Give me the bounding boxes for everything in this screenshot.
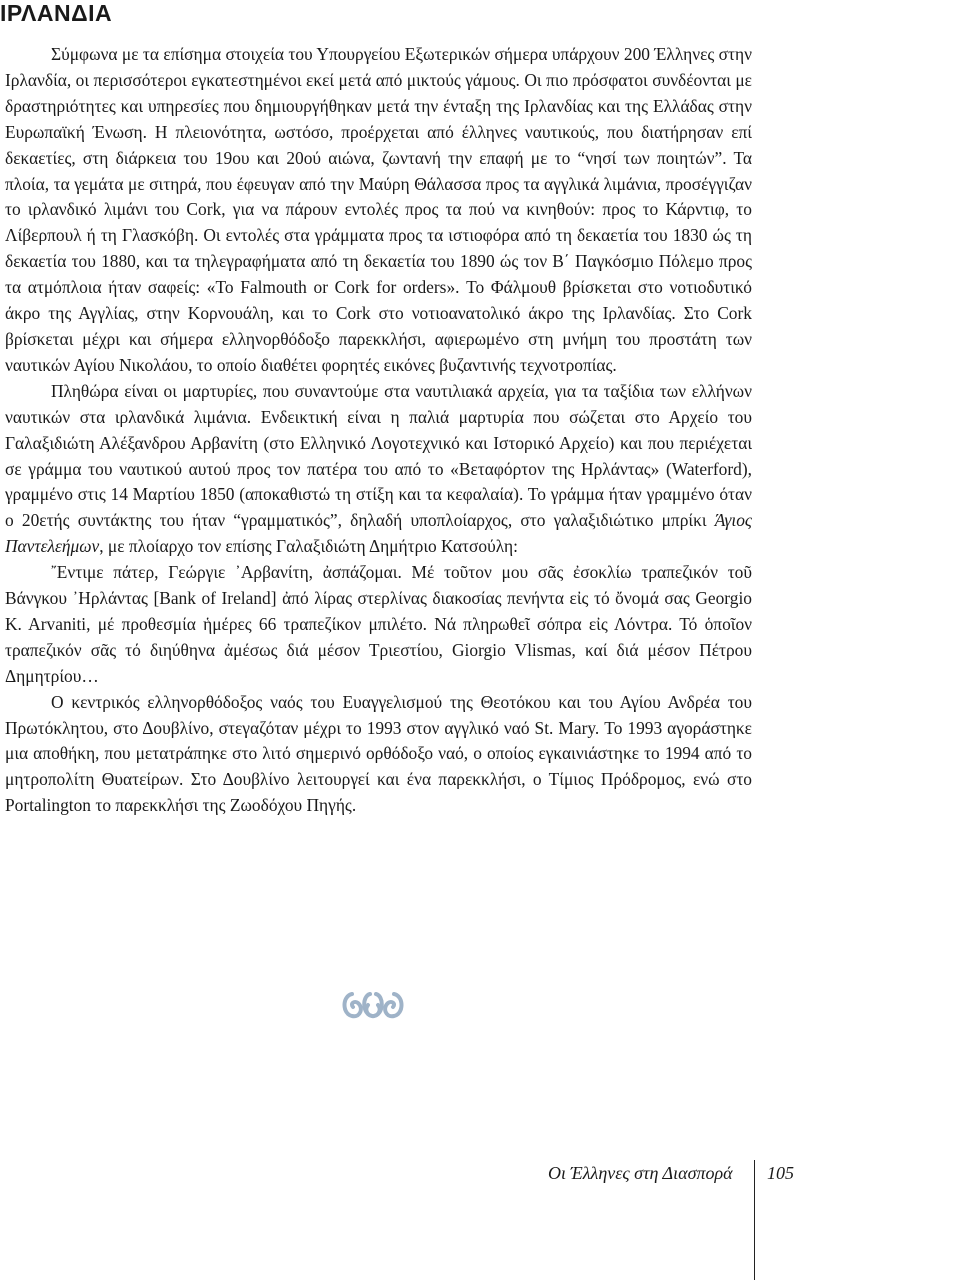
paragraph-2-tail: , με πλοίαρχο τον επίσης Γαλαξιδιώτη Δημήτριο Κατσούλη: bbox=[99, 536, 518, 557]
footer-divider bbox=[754, 1160, 755, 1280]
page-title: ΙΡΛΑΝΔΙΑ bbox=[0, 0, 113, 26]
page-number: 105 bbox=[767, 1163, 794, 1183]
paragraph-1: Σύμφωνα με τα επίσημα στοιχεία του Υπουργείου Εξωτερικών σήμερα υπάρχουν 200 Έλληνες στην Ιρλανδία, οι περισσότεροι εγκατεστημένοι εκεί μετά από μικτούς γάμους. Οι πιο πρόσφατοι συνδέονται με δραστηριότητες και υπηρεσίες που δημιουργήθηκαν μετά την ένταξη της Ιρλανδίας και της Ελλάδας στην Ευρωπαϊκή Ένωση. Η πλειονότητα, ωστόσο, προέρχεται από έλληνες ναυτικούς, που διατήρησαν επί δεκαετίες, στη διάρκεια του 19ου και 20ού αιώνα, ζωντανή την επαφή με το “νησί των ποιητών”. Τα πλοία, τα γεμάτα με σιτηρά, που έφευγαν από την Μαύρη Θάλασσα προς τα αγγλικά λιμάνια, προσέγγιζαν το ιρλανδικό λιμάνι του Cork, για να πάρουν εντολές προς τα πού να κινηθούν: προς το Κάρντιφ, το Λίβερπουλ ή τη Γλασκόβη. Οι εντολές στα γράμματα προς τα ιστιοφόρα από τη δεκαετία του 1830 ώς τη δεκαετία του 1880, και τα τηλεγραφήματα από τη δεκαετία του 1890 ώς τον Β΄ Παγκόσμιο Πόλεμο προς τα ατμόπλοια ήταν σαφείς: «To Falmouth or Cork for orders». Το Φάλμουθ βρίσκεται στο νοτιοδυτικό άκρο της Αγγλίας, στην Κορνουάλη, και το Cork στο νοτιοανατολικό άκρο της Ιρλανδίας. Στο Cork βρίσκεται μέχρι και σήμερα ελληνορθόδοξο παρεκκλήσι, αφιερωμένο στη μνήμη του προστάτη των ναυτικών Αγίου Νικολάου, το οποίο διαθέτει φορητές εικόνες βυζαντινής τεχνοτροπίας. bbox=[5, 44, 752, 375]
letter-quote: ῎Εντιμε πάτερ, Γεώργιε ᾿Αρβανίτη, ἀσπάζομαι. Μέ τοῦτον μου σᾶς ἐσοκλίω τραπεζικόν τοῦ Βάνγκου ᾿Ηρλάντας [Bank of Ireland] ἀπό λίρας στερλίνας διακοσίας πενήντα εἰς τό ὄνομά σας Georgio K. Arvaniti, μέ προθεσμία ἡμέρες 66 τραπεζίκον μπιλέτο. Νά πληρωθεῖ σόπρα εἰς Λόντρα. Τό ὁποῖον τραπεζικόν σᾶς τό διηύθηνα ἀμέσως διά μέσον Τριεστίου, Giorgio Vlismas, καί διά μέσον Πέτρου Δημητρίου… bbox=[5, 562, 752, 686]
paragraph-2 bbox=[5, 379, 752, 560]
paragraph-2-text: Πληθώρα είναι οι μαρτυρίες, που συναντούμε στα ναυτιλιακά αρχεία, για τα ταξίδια των ελλήνων ναυτικών στα ιρλανδικά λιμάνια. Ενδεικτική είναι η παλιά μαρτυρία που σώζεται στο Αρχείο του Γαλαξιδιώτη Αλέξανδρου Αρβανίτη (στο Ελληνικό Λογοτεχνικό και Ιστορικό Αρχείο) και που περιέχεται σε γράμμα του ναυτικού αυτού προς τον πατέρα του από το «Βεταφόρτον της Ηρλάντας» (Waterford), γραμμένο στις 14 Μαρτίου 1850 (αποκαθιστώ τη στίξη και τα κεφαλαία). Το γράμμα ήταν γραμμένο όταν ο 20ετής συντάκτης του ήταν “γραμματικός”, δηλαδή υποπλοίαρχος, στο γαλαξιδιώτικο μπρίκι bbox=[5, 380, 752, 531]
paragraph-3: Ο κεντρικός ελληνορθόδοξος ναός του Ευαγγελισμού της Θεοτόκου και του Αγίου Ανδρέα του Πρωτόκλητου, στο Δουβλίνο, στεγαζόταν μέχρι το 1993 στον αγγλικό ναό St. Mary. Το 1993 αγοράστηκε μια αποθήκη, που μετατράπηκε στο λιτό σημερινό ορθόδοξο ναό, ο οποίος εγκαινιάστηκε το 1994 από το μητροπολίτη Θυατείρων. Στο Δουβλίνο λειτουργεί και ένα παρεκκλήσι, ο Τίμιος Πρόδρομος, ενώ στο Portalington το παρεκκλήσι της Ζωοδόχου Πηγής. bbox=[5, 691, 752, 816]
article-body bbox=[5, 42, 752, 819]
footer-book-title: Οι Έλληνες στη Διασπορά bbox=[548, 1163, 733, 1183]
ship-name: Άγιος Παντελεήμων bbox=[5, 510, 752, 557]
decorative-swirl-icon bbox=[340, 988, 406, 1022]
